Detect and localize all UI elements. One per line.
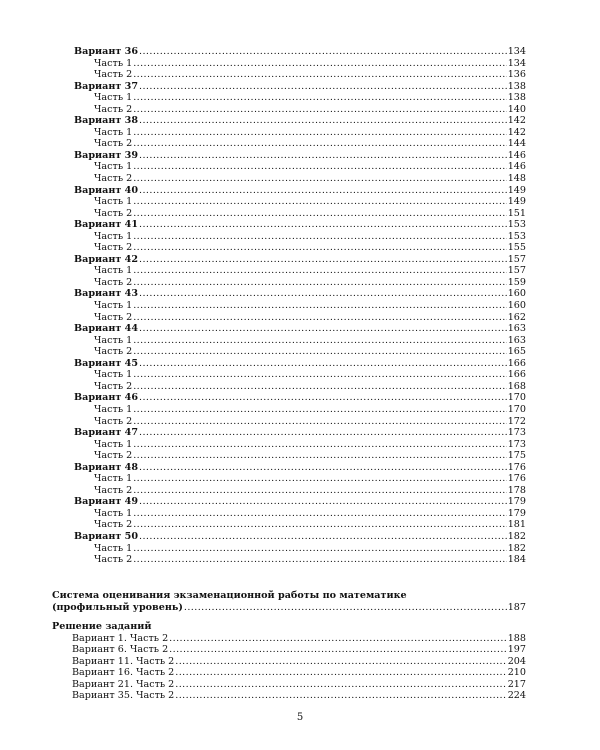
toc-variant-entry-label: Вариант 50 [74,530,139,542]
page-ref: 157 [507,253,526,265]
toc-part-entry-label: Часть 1 [94,507,133,519]
solutions-heading: Решение заданий [52,621,152,632]
toc-part-entry-label: Часть 1 [94,369,133,381]
toc-part-entry[interactable] [74,404,526,416]
page-ref: 159 [507,276,526,288]
toc-part-entry[interactable] [74,127,526,139]
leader-dots [139,358,507,370]
toc-part-entry[interactable] [74,138,526,150]
leader-dots [139,219,507,231]
toc-part-entry[interactable] [74,104,526,116]
solutions-section [52,621,526,702]
page-ref: 165 [507,346,526,358]
leader-dots [133,335,506,347]
leader-dots [133,277,506,289]
page-ref: 179 [507,496,526,508]
leader-dots [133,231,506,243]
page-ref: 149 [507,196,526,208]
page-ref: 172 [507,415,526,427]
toc-variant-entry-label: Вариант 46 [74,392,139,404]
toc-variant-entry-label: Вариант 38 [74,115,139,127]
toc-part-entry[interactable] [74,242,526,254]
toc-part-entry[interactable] [74,519,526,531]
toc-part-entry-label: Часть 1 [94,300,133,312]
leader-dots [133,416,506,428]
toc-part-entry[interactable] [74,554,526,566]
toc-part-entry[interactable] [74,450,526,462]
leader-dots [139,323,507,335]
leader-dots [139,462,507,474]
leader-dots [133,300,506,312]
toc-part-entry[interactable] [74,381,526,393]
leader-dots [133,450,506,462]
page-ref: 146 [507,149,526,161]
toc-part-entry-label: Часть 1 [94,403,133,415]
page-ref: 138 [507,92,526,104]
leader-dots [139,427,507,439]
page-ref: 140 [507,103,526,115]
leader-dots [175,679,506,691]
toc-variant-entry-label: Вариант 47 [74,427,139,439]
toc-variant-entry-label: Вариант 49 [74,496,139,508]
toc-part-entry-label: Часть 1 [94,196,133,208]
toc-part-entry-label: Часть 1 [94,126,133,138]
toc-part-entry-label: Часть 2 [94,138,133,150]
page-ref: 136 [507,69,526,81]
leader-dots [133,138,506,150]
toc-part-entry[interactable] [74,416,526,428]
toc-solution-entry[interactable] [52,690,526,702]
page-ref: 163 [507,323,526,335]
page-ref: 181 [507,519,526,531]
toc-part-entry[interactable] [74,335,526,347]
toc-variant-entry-label: Вариант 43 [74,288,139,300]
leader-dots [133,265,506,277]
leader-dots [133,242,506,254]
toc-part-entry-label: Часть 2 [94,415,133,427]
toc-part-entry[interactable] [74,92,526,104]
toc-part-entry-label: Часть 2 [94,450,133,462]
leader-dots [184,602,507,614]
leader-dots [133,127,506,139]
toc-variant-entry-label: Вариант 39 [74,149,139,161]
toc-variant-entry[interactable] [74,392,526,404]
toc-part-entry-label: Часть 2 [94,207,133,219]
grading-subtitle: (профильный уровень) [52,601,183,613]
page-ref: 175 [507,450,526,462]
toc-variants [74,46,526,566]
leader-dots [139,150,507,162]
toc-solution-entry[interactable] [52,679,526,691]
leader-dots [169,644,507,656]
toc-variant-entry[interactable] [74,185,526,197]
toc-part-entry-label: Часть 1 [94,161,133,173]
toc-variant-entry[interactable] [74,115,526,127]
toc-part-entry-label: Часть 1 [94,265,133,277]
leader-dots [139,185,507,197]
toc-part-entry[interactable] [74,58,526,70]
toc-part-entry-label: Часть 2 [94,69,133,81]
toc-part-entry-label: Часть 2 [94,311,133,323]
toc-solution-entry[interactable] [52,656,526,668]
page-ref: 170 [507,403,526,415]
leader-dots [175,690,506,702]
toc-part-entry[interactable] [74,312,526,324]
page-ref: 157 [507,265,526,277]
page-ref: 160 [507,300,526,312]
page-ref: 173 [507,438,526,450]
leader-dots [133,404,506,416]
leader-dots [133,554,506,566]
toc-part-entry[interactable] [74,439,526,451]
page-ref: 176 [507,461,526,473]
toc-solution-entry-label: Вариант 21. Часть 2 [72,678,175,690]
toc-variant-entry[interactable] [74,427,526,439]
toc-variant-entry[interactable] [74,462,526,474]
leader-dots [175,667,506,679]
toc-part-entry-label: Часть 2 [94,380,133,392]
page-ref: 204 [507,655,526,667]
toc-part-entry-label: Часть 2 [94,484,133,496]
toc-part-entry-label: Часть 1 [94,230,133,242]
page-ref: 173 [507,427,526,439]
page-ref: 168 [507,380,526,392]
leader-dots [139,81,507,93]
page-ref: 146 [507,161,526,173]
toc-solution-entry-label: Вариант 35. Часть 2 [72,690,175,702]
page-ref: 210 [507,667,526,679]
page-ref: 134 [507,46,526,57]
toc-part-entry[interactable] [74,173,526,185]
page-ref: 166 [507,357,526,369]
page-ref: 151 [507,207,526,219]
page-ref: 182 [507,530,526,542]
leader-dots [133,92,506,104]
page-ref: 144 [507,138,526,150]
toc-part-entry[interactable] [74,508,526,520]
page-ref: 182 [507,542,526,554]
toc-part-entry[interactable] [74,69,526,81]
page-ref: 188 [507,632,526,644]
toc-part-entry-label: Часть 1 [94,57,133,69]
toc-part-entry-label: Часть 2 [94,173,133,185]
toc-part-entry[interactable] [74,161,526,173]
toc-variant-entry[interactable] [74,496,526,508]
page-ref: 184 [507,554,526,566]
leader-dots [169,633,507,645]
page-ref: 138 [507,80,526,92]
toc-variant-entry-label: Вариант 41 [74,219,139,231]
toc-part-entry-label: Часть 1 [94,438,133,450]
leader-dots [133,69,506,81]
page-ref: 224 [507,690,526,702]
leader-dots [133,508,506,520]
toc-part-entry[interactable] [74,277,526,289]
leader-dots [133,346,506,358]
page-ref: 148 [507,173,526,185]
page-ref: 179 [507,507,526,519]
leader-dots [133,173,506,185]
leader-dots [133,58,506,70]
toc-variant-entry[interactable] [74,81,526,93]
page-ref: 187 [507,601,526,613]
grading-section [52,590,526,613]
toc-solution-entry[interactable] [52,633,526,645]
toc-solution-entry-label: Вариант 1. Часть 2 [72,632,169,644]
toc-variant-entry[interactable] [74,323,526,335]
toc-part-entry-label: Часть 2 [94,519,133,531]
leader-dots [139,531,507,543]
toc-part-entry[interactable] [74,346,526,358]
toc-part-entry-label: Часть 1 [94,473,133,485]
toc-variant-entry[interactable] [74,219,526,231]
toc-solution-entry-label: Вариант 11. Часть 2 [72,655,175,667]
leader-dots [139,288,507,300]
toc-part-entry-label: Часть 1 [94,92,133,104]
leader-dots [139,392,507,404]
toc-part-entry-label: Часть 2 [94,346,133,358]
page-ref: 166 [507,369,526,381]
grading-entry[interactable] [52,602,526,614]
page-ref: 197 [507,644,526,656]
solutions-list [52,633,526,702]
toc-variant-entry[interactable] [74,358,526,370]
toc-part-entry[interactable] [74,231,526,243]
page-ref: 176 [507,473,526,485]
toc-part-entry[interactable] [74,485,526,497]
leader-dots [175,656,506,668]
page-ref: 153 [507,230,526,242]
toc-variant-entry-label: Вариант 45 [74,357,139,369]
leader-dots [133,369,506,381]
leader-dots [133,543,506,555]
page-number: 5 [296,712,304,723]
toc-variant-entry-label: Вариант 37 [74,80,139,92]
leader-dots [133,473,506,485]
toc-part-entry-label: Часть 1 [94,334,133,346]
toc-part-entry-label: Часть 1 [94,542,133,554]
toc-solution-entry-label: Вариант 16. Часть 2 [72,667,175,679]
toc-variant-entry[interactable] [74,46,526,58]
leader-dots [133,519,506,531]
leader-dots [139,496,507,508]
toc-variant-entry[interactable] [74,254,526,266]
leader-dots [139,46,507,58]
page-ref: 155 [507,242,526,254]
page-ref: 134 [507,57,526,69]
toc-solution-entry[interactable] [52,667,526,679]
toc-solution-entry[interactable] [52,644,526,656]
toc-part-entry[interactable] [74,196,526,208]
page-ref: 170 [507,392,526,404]
leader-dots [133,439,506,451]
page-ref: 163 [507,334,526,346]
leader-dots [139,115,507,127]
page-ref: 162 [507,311,526,323]
toc-variant-entry-label: Вариант 36 [74,46,139,57]
toc-variant-entry[interactable] [74,531,526,543]
toc-variant-entry-label: Вариант 42 [74,253,139,265]
page-ref: 153 [507,219,526,231]
leader-dots [133,312,506,324]
page-ref: 142 [507,126,526,138]
leader-dots [133,196,506,208]
leader-dots [133,161,506,173]
leader-dots [133,485,506,497]
toc-part-entry[interactable] [74,369,526,381]
page-ref: 217 [507,678,526,690]
page-ref: 149 [507,184,526,196]
page-ref: 160 [507,288,526,300]
leader-dots [133,104,506,116]
toc-variant-entry-label: Вариант 48 [74,461,139,473]
grading-title: Система оценивания экзаменационной работы по математике [52,590,407,601]
page-ref: 178 [507,484,526,496]
toc-part-entry[interactable] [74,300,526,312]
toc-variant-entry-label: Вариант 44 [74,323,139,335]
toc-part-entry[interactable] [74,208,526,220]
toc-part-entry[interactable] [74,473,526,485]
leader-dots [133,381,506,393]
toc-part-entry-label: Часть 2 [94,103,133,115]
toc-part-entry[interactable] [74,543,526,555]
toc-variant-entry[interactable] [74,288,526,300]
toc-variant-entry-label: Вариант 40 [74,184,139,196]
toc-variant-entry[interactable] [74,150,526,162]
toc-solution-entry-label: Вариант 6. Часть 2 [72,644,169,656]
toc-part-entry-label: Часть 2 [94,554,133,566]
leader-dots [133,208,506,220]
toc-part-entry-label: Часть 2 [94,276,133,288]
toc-part-entry[interactable] [74,265,526,277]
toc-part-entry-label: Часть 2 [94,242,133,254]
leader-dots [139,254,507,266]
page-ref: 142 [507,115,526,127]
